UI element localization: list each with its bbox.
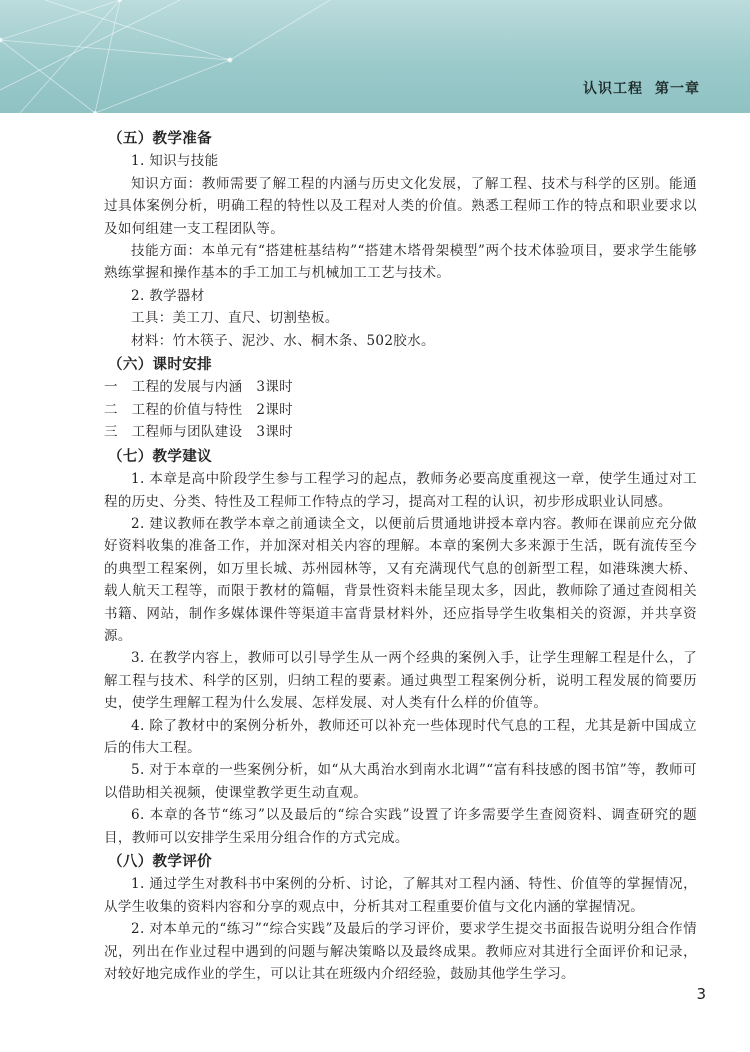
paragraph: 6. 本章的各节“练习”以及最后的“综合实践”设置了许多需要学生查阅资料、调查研究的题目，教师可以安排学生采用分组合作的方式完成。 <box>104 807 697 846</box>
page-body <box>104 126 697 985</box>
list-item: 三 工程师与团队建设 3课时 <box>104 424 293 441</box>
paragraph: 4. 除了教材中的案例分析外，教师还可以补充一些体现时代气息的工程，尤其是新中国成立后的伟大工程。 <box>104 717 697 756</box>
paragraph: 技能方面：本单元有“搭建桩基结构”“搭建木塔骨架模型”两个技术体验项目，要求学生能够熟练掌握和操作基本的手工加工与机械加工工艺与技术。 <box>104 243 697 282</box>
section-heading: （五）教学准备 <box>108 131 212 147</box>
section-heading: （七）教学建议 <box>108 448 212 465</box>
paragraph: 1. 通过学生对教科书中案例的分析、讨论，了解其对工程内涵、特性、价值等的掌握情况，从学生收集的资料内容和分享的观点中，分析其对工程重要价值与文化内涵的掌握情况。 <box>104 876 697 915</box>
paragraph: 3. 在教学内容上，教师可以引导学生从一两个经典的案例入手，让学生理解工程是什么，了解工程与技术、科学的区别，归纳工程的要素。通过典型工程案例分析，说明工程发展的简要历史，使学生理解工程为什么发展、怎样发展、对人类有什么样的价值等。 <box>104 650 697 712</box>
schedule-list <box>104 376 697 443</box>
paragraph: 材料：竹木筷子、泥沙、水、桐木条、502胶水。 <box>131 332 435 349</box>
running-header <box>583 78 700 98</box>
section-heading: （八）教学评价 <box>108 854 212 870</box>
paragraph: 5. 对于本章的一些案例分析，如“从大禹治水到南水北调”“富有科技感的图书馆”等，教师可以借助相关视频，使课堂教学更生动直观。 <box>104 762 697 801</box>
subheading: 1. 知识与技能 <box>131 153 219 170</box>
paragraph: 2. 建议教师在教学本章之前通读全文，以便前后贯通地讲授本章内容。教师在课前应充分做好资料收集的准备工作，并加深对相关内容的理解。本章的案例大多来源于生活，既有流传至今的典型工程案例，如万里长城、苏州园林等，又有充满现代气息的创新型工程，如港珠澳大桥、载人航天工程等，而限于教材的篇幅，背景性资料未能呈现太多，因此，教师除了通过查阅相关书籍、网站，制作多媒体课件等渠道丰富背景材料外，还应指导学生收集相关的资源，并共享资源。 <box>104 515 697 644</box>
page-number: 3 <box>696 985 706 1003</box>
list-item: 二 工程的价值与特性 2课时 <box>104 401 293 418</box>
section-heading: （六）课时安排 <box>108 357 212 374</box>
subheading: 2. 教学器材 <box>131 287 205 304</box>
paragraph: 1. 本章是高中阶段学生参与工程学习的起点，教师务必要高度重视这一章，使学生通过对工程的历史、分类、特性及工程师工作特点的学习，提高对工程的认识，初步形成职业认同感。 <box>104 471 697 510</box>
paragraph: 工具：美工刀、直尺、切割垫板。 <box>131 310 339 327</box>
list-item: 一 工程的发展与内涵 3课时 <box>104 379 293 396</box>
header-banner <box>0 0 750 113</box>
book-title: 认识工程 <box>583 81 643 97</box>
paragraph: 2. 对本单元的“练习”“综合实践”及最后的学习评价，要求学生提交书面报告说明分组合作情况，列出在作业过程中遇到的问题与解决策略以及最终成果。教师应对其进行全面评价和记录，对较好地完成作业的学生，可以让其在班级内介绍经验，鼓励其他学生学习。 <box>104 921 697 983</box>
chapter-label: 第一章 <box>655 81 700 97</box>
paragraph: 知识方面：教师需要了解工程的内涵与历史文化发展，了解工程、技术与科学的区别。能通过具体案例分析，明确工程的特性以及工程对人类的价值。熟悉工程师工作的特点和职业要求以及如何组建一支工程团队等。 <box>104 175 697 237</box>
